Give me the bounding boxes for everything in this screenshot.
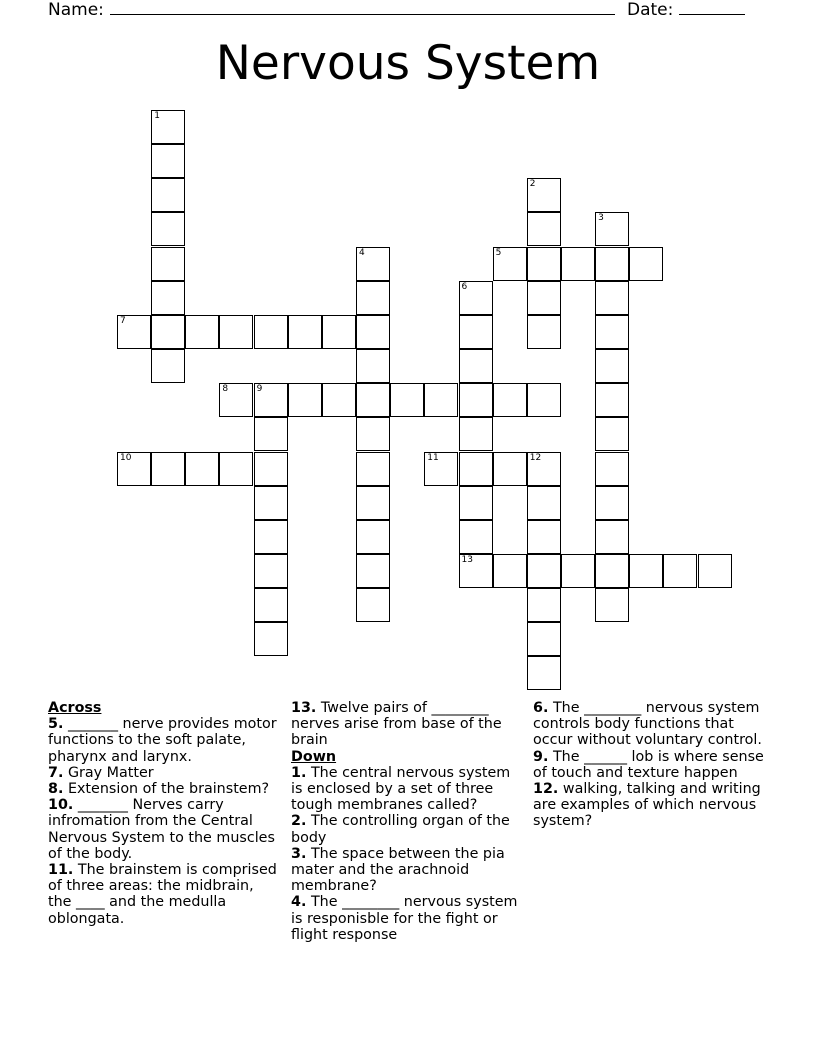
crossword-cell[interactable] (356, 588, 390, 622)
crossword-cell[interactable] (459, 554, 493, 588)
crossword-cell[interactable] (356, 247, 390, 281)
crossword-cell[interactable] (254, 520, 288, 554)
crossword-cell[interactable] (459, 349, 493, 383)
crossword-cell[interactable] (185, 315, 219, 349)
crossword-cell[interactable] (595, 281, 629, 315)
crossword-cell[interactable] (527, 247, 561, 281)
crossword-cell[interactable] (219, 315, 253, 349)
clue-text: The controlling organ of the body (291, 813, 510, 846)
crossword-cell[interactable] (595, 520, 629, 554)
clue-column-3 (533, 700, 765, 830)
clue-column-1 (48, 700, 280, 927)
crossword-cell[interactable] (254, 383, 288, 417)
crossword-cell[interactable] (151, 178, 185, 212)
crossword-cell[interactable] (322, 315, 356, 349)
crossword-cell[interactable] (595, 554, 629, 588)
crossword-cell[interactable] (117, 315, 151, 349)
clue-item (291, 765, 523, 814)
crossword-cell[interactable] (356, 417, 390, 451)
crossword-cell[interactable] (254, 452, 288, 486)
crossword-cell[interactable] (561, 247, 595, 281)
clue-text: The ________ nervous system controls body functions that occur without voluntary control. (533, 700, 762, 749)
clue-number: 12. (533, 781, 559, 798)
crossword-cell[interactable] (527, 588, 561, 622)
crossword-cell[interactable] (629, 554, 663, 588)
crossword-cell[interactable] (527, 554, 561, 588)
clue-item (48, 797, 280, 862)
crossword-cell[interactable] (595, 349, 629, 383)
crossword-cell[interactable] (629, 247, 663, 281)
crossword-cell[interactable] (151, 247, 185, 281)
crossword-cell[interactable] (424, 383, 458, 417)
clue-number: 12 (529, 452, 542, 463)
crossword-cell[interactable] (151, 110, 185, 144)
clue-text: The central nervous system is enclosed by a set of three tough membranes called? (291, 764, 511, 814)
crossword-cell[interactable] (424, 452, 458, 486)
clue-item (533, 749, 765, 781)
name-label: Name: (48, 0, 104, 20)
crossword-cell[interactable] (254, 588, 288, 622)
crossword-cell[interactable] (151, 144, 185, 178)
clue-number: 10 (120, 452, 132, 463)
crossword-cell[interactable] (151, 349, 185, 383)
clue-number: 1. (291, 764, 307, 781)
clue-number: 5 (495, 247, 502, 258)
clue-number: 6 (461, 281, 468, 292)
crossword-cell[interactable] (595, 417, 629, 451)
crossword-cell[interactable] (493, 554, 527, 588)
clue-item (48, 716, 280, 765)
crossword-cell[interactable] (527, 452, 561, 486)
clue-number: 13. (291, 700, 317, 716)
crossword-cell[interactable] (356, 281, 390, 315)
clue-text: walking, talking and writing are examples of which nervous system? (533, 781, 761, 830)
clue-text: The ______ lob is where sense of touch and texture happen (533, 748, 764, 781)
clue-number: 13 (461, 555, 473, 565)
crossword-cell[interactable] (459, 452, 493, 486)
clue-number: 4 (359, 247, 365, 258)
clue-item (291, 700, 523, 749)
crossword-cell[interactable] (527, 486, 561, 520)
crossword-cell[interactable] (459, 281, 493, 315)
crossword-cell[interactable] (595, 452, 629, 486)
clue-number: 3. (291, 845, 307, 862)
crossword-cell[interactable] (117, 452, 151, 486)
crossword-cell[interactable] (527, 622, 561, 656)
crossword-cell[interactable] (459, 486, 493, 520)
crossword-cell[interactable] (561, 554, 595, 588)
clue-number: 7. (48, 764, 64, 781)
clue-item (291, 846, 523, 895)
crossword-cell[interactable] (595, 383, 629, 417)
clue-number: 2 (529, 179, 536, 190)
crossword-cell[interactable] (459, 383, 493, 417)
clue-number: 11 (427, 452, 439, 463)
clue-number: 9 (256, 384, 263, 395)
crossword-cell[interactable] (527, 281, 561, 315)
crossword-cell[interactable] (527, 656, 561, 690)
clue-text: The space between the pia mater and the arachnoid membrane? (291, 845, 505, 895)
crossword-cell[interactable] (288, 315, 322, 349)
crossword-cell[interactable] (527, 315, 561, 349)
crossword-cell[interactable] (151, 452, 185, 486)
crossword-cell[interactable] (459, 417, 493, 451)
clue-number: 2. (291, 813, 307, 830)
clue-item (48, 781, 280, 797)
clue-text: The ________ nervous system is responisble for the fight or flight response (291, 894, 518, 943)
clue-text: Extension of the brainstem? (67, 781, 270, 798)
clue-number: 4. (291, 894, 307, 911)
crossword-cell[interactable] (356, 554, 390, 588)
crossword-cell[interactable] (151, 281, 185, 315)
clue-number: 8. (48, 781, 64, 798)
clue-text: The brainstem is comprised of three areas: the midbrain, the ____ and the medulla oblongata. (48, 862, 277, 927)
crossword-cell[interactable] (595, 315, 629, 349)
clue-item (48, 765, 280, 781)
clue-item (533, 781, 765, 830)
crossword-cell[interactable] (663, 554, 697, 588)
clue-number: 7 (120, 315, 126, 326)
crossword-cell[interactable] (254, 486, 288, 520)
crossword-cell[interactable] (459, 520, 493, 554)
crossword-cell[interactable] (254, 622, 288, 656)
crossword-cell[interactable] (288, 383, 322, 417)
clue-text: Twelve pairs of ________ nerves arise from base of the brain (291, 700, 502, 749)
crossword-cell[interactable] (527, 383, 561, 417)
crossword-cell[interactable] (151, 315, 185, 349)
clue-heading: Across (48, 700, 102, 716)
crossword-cell[interactable] (527, 520, 561, 554)
crossword-cell[interactable] (595, 588, 629, 622)
crossword-cell[interactable] (356, 452, 390, 486)
clue-number: 8 (222, 384, 229, 395)
clue-number: 10. (48, 797, 74, 814)
crossword-cell[interactable] (356, 383, 390, 417)
crossword-cell[interactable] (493, 452, 527, 486)
crossword-cell[interactable] (527, 212, 561, 246)
clue-text: _______ nerve provides motor functions to the soft palate, pharynx and larynx. (48, 716, 277, 765)
clue-column-2 (291, 700, 523, 943)
crossword-cell[interactable] (595, 212, 629, 246)
crossword-cell[interactable] (356, 315, 390, 349)
crossword-cell[interactable] (356, 520, 390, 554)
clue-number: 3 (598, 213, 604, 224)
crossword-cell[interactable] (322, 383, 356, 417)
crossword-cell[interactable] (698, 554, 732, 588)
clue-item (533, 700, 765, 749)
clue-number: 9. (533, 748, 549, 765)
clue-heading: Down (291, 748, 337, 765)
clue-text: Gray Matter (67, 764, 154, 781)
crossword-cell[interactable] (254, 417, 288, 451)
crossword-cell[interactable] (595, 486, 629, 520)
crossword-cell[interactable] (493, 247, 527, 281)
crossword-cell[interactable] (390, 383, 424, 417)
page-title: Nervous System (215, 36, 601, 91)
crossword-cell[interactable] (151, 212, 185, 246)
crossword-cell[interactable] (219, 452, 253, 486)
crossword-cell[interactable] (219, 383, 253, 417)
crossword-cell[interactable] (254, 315, 288, 349)
clue-text: _______ Nerves carry infromation from the Central Nervous System to the muscles of the body. (48, 797, 275, 862)
clue-number: 5. (48, 716, 64, 733)
crossword-cell[interactable] (459, 315, 493, 349)
crossword-cell[interactable] (185, 452, 219, 486)
crossword-cell[interactable] (595, 247, 629, 281)
clue-number: 11. (48, 862, 74, 879)
crossword-cell[interactable] (254, 554, 288, 588)
crossword-cell[interactable] (356, 349, 390, 383)
clue-number: 1 (154, 111, 160, 121)
clue-item (291, 813, 523, 845)
crossword-cell[interactable] (493, 383, 527, 417)
date-label: Date: (627, 0, 674, 20)
clue-item (291, 894, 523, 943)
crossword-cell[interactable] (527, 178, 561, 212)
clue-item (48, 862, 280, 927)
clue-number: 6. (533, 700, 549, 716)
crossword-cell[interactable] (356, 486, 390, 520)
